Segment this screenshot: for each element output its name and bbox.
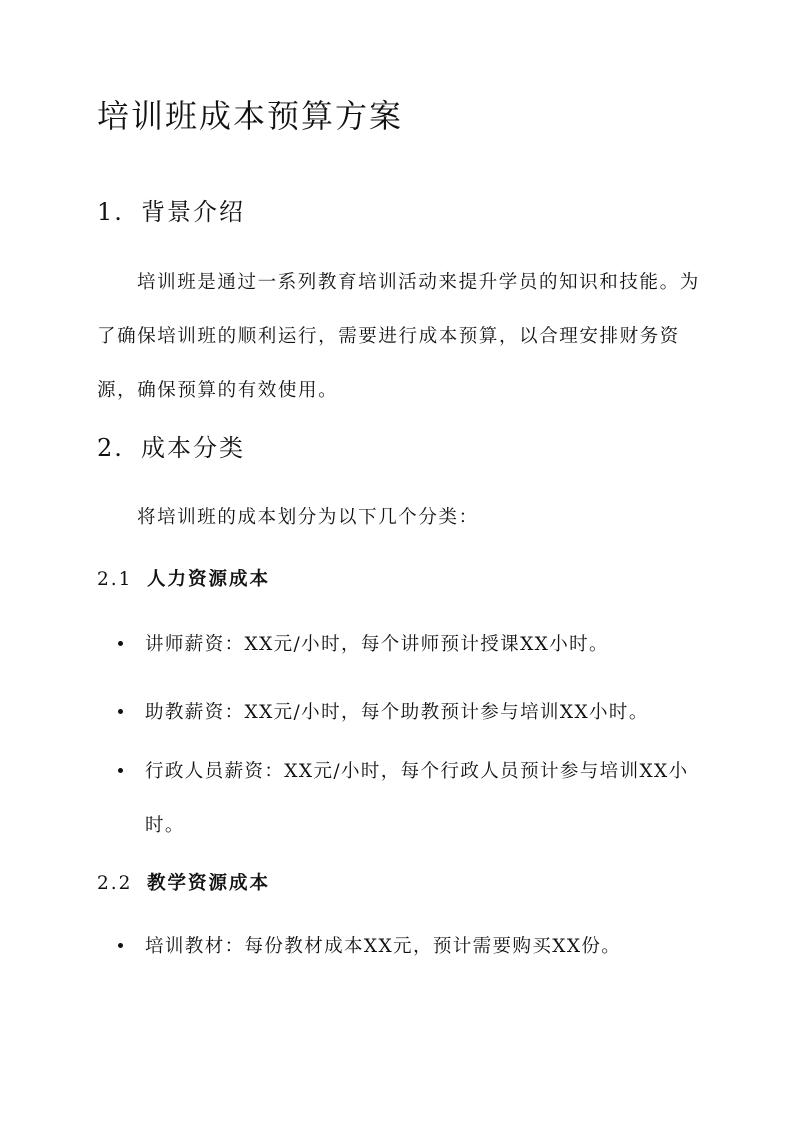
subsection-2-2-title: 教学资源成本 [147, 873, 271, 894]
subsection-2-1-number: 2.1 [97, 569, 133, 590]
list-item [118, 745, 698, 853]
subsection-2-1-heading [97, 566, 270, 594]
section-1-paragraph: 培训班是通过一系列教育培训活动来提升学员的知识和技能。为了确保培训班的顺利运行，需要进行成本预算，以合理安排财务资源，确保预算的有效使用。 [97, 272, 700, 401]
subsection-2-1-title: 人力资源成本 [147, 569, 271, 590]
bullet-icon [118, 768, 123, 773]
list-item [118, 618, 698, 672]
bullet-icon [118, 641, 123, 646]
bullet-icon [118, 709, 123, 714]
list-item [118, 920, 698, 974]
section-2-number: 2. [97, 434, 124, 462]
section-1-heading [97, 196, 245, 228]
document-title: 培训班成本预算方案 [97, 97, 404, 135]
list-item-text: 助教薪资：XX元/小时，每个助教预计参与培训XX小时。 [145, 702, 649, 723]
section-1-number: 1. [97, 198, 124, 226]
section-1-title: 背景介绍 [141, 198, 245, 226]
subsection-2-2-number: 2.2 [97, 873, 133, 894]
section-2-paragraph: 将培训班的成本划分为以下几个分类： [137, 507, 479, 528]
section-2-title: 成本分类 [141, 434, 245, 462]
subsection-2-2-heading [97, 870, 270, 898]
list-item [118, 686, 698, 740]
list-item-text: 讲师薪资：XX元/小时，每个讲师预计授课XX小时。 [145, 634, 609, 655]
list-item-text: 行政人员薪资：XX元/小时，每个行政人员预计参与培训XX小时。 [145, 761, 689, 836]
bullet-icon [118, 943, 123, 948]
list-item-text: 培训教材：每份教材成本XX元，预计需要购买XX份。 [145, 936, 622, 957]
section-2-heading [97, 432, 245, 464]
